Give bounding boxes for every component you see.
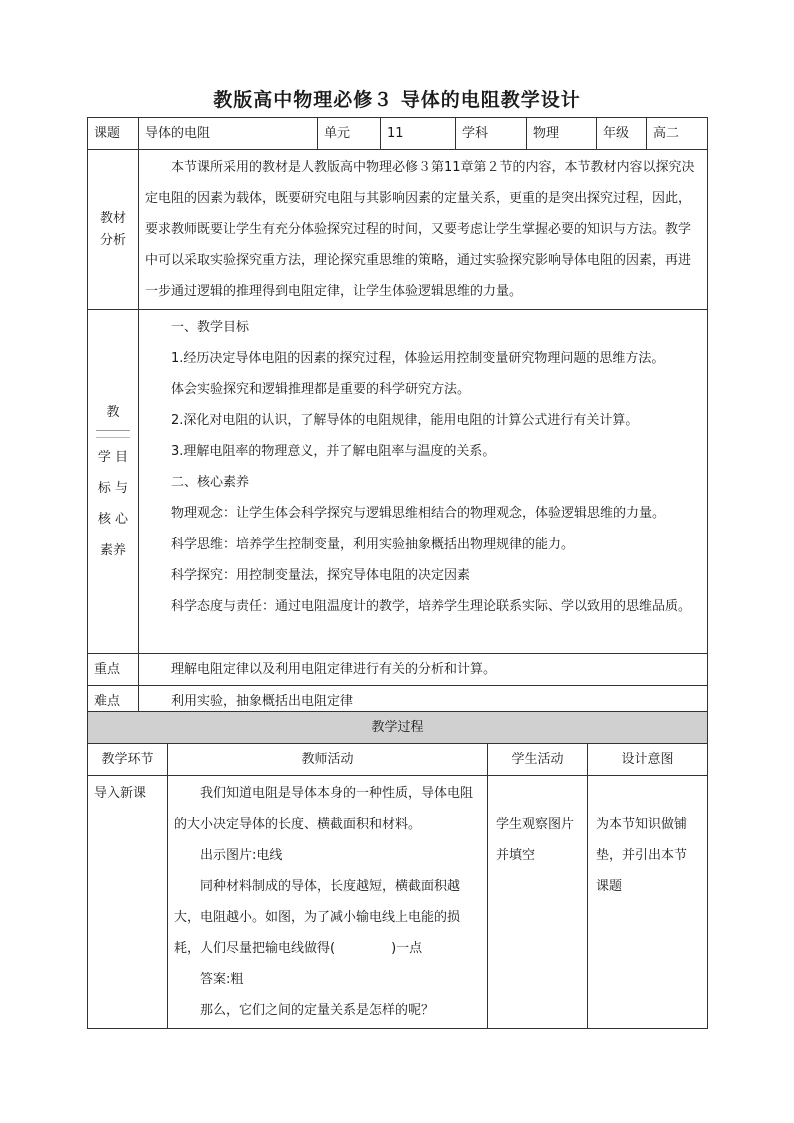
goals-label-char1: 教	[106, 405, 120, 420]
grade-label: 年级	[597, 118, 647, 150]
process-section-title: 教学过程	[88, 712, 708, 744]
teacher-text-2: 出示图片:电线	[200, 848, 283, 863]
goals-heading-1: 一、教学目标	[171, 320, 250, 335]
goals-label-line4: 核 心	[97, 512, 129, 527]
student-activity-cell: 学生观察图片并填空	[488, 776, 588, 1029]
col-teacher-header: 教师活动	[168, 744, 488, 776]
teacher-text-3-end: )一点	[391, 941, 423, 956]
goals-row	[88, 310, 708, 654]
lesson-info-table	[87, 117, 708, 718]
goals-label-line5: 素养	[99, 543, 126, 558]
process-title-row	[88, 712, 708, 744]
difficulty-label: 难点	[88, 686, 139, 718]
course-value: 导体的电阻	[139, 118, 318, 150]
info-row	[88, 118, 708, 150]
grade-value: 高二	[647, 118, 708, 150]
analysis-label-line2: 分析	[99, 232, 126, 248]
goals-content	[139, 310, 708, 654]
subject-label: 学科	[456, 118, 527, 150]
document-title: 教版高中物理必修３ 导体的电阻教学设计	[213, 89, 581, 111]
unit-value: 11	[381, 118, 456, 150]
stage-cell: 导入新课	[88, 776, 168, 1029]
col-intent-header: 设计意图	[588, 744, 708, 776]
competency-2: 科学思维：培养学生控制变量，利用实验抽象概括出物理规律的能力。	[171, 537, 575, 552]
difficulty-text: 利用实验，抽象概括出电阻定律	[139, 686, 708, 718]
key-point-text: 理解电阻定律以及利用电阻定律进行有关的分析和计算。	[139, 654, 708, 686]
subject-value: 物理	[527, 118, 597, 150]
competency-4: 科学态度与责任：通过电阻温度计的教学，培养学生理论联系实际、学以致用的思维品质。	[171, 599, 692, 614]
competency-1: 物理观念：让学生体会科学探究与逻辑思维相结合的物理观念，体验逻辑思维的力量。	[171, 506, 666, 521]
col-stage-header: 教学环节	[88, 744, 168, 776]
competency-3: 科学探究：用控制变量法，探究导体电阻的决定因素	[171, 568, 471, 583]
unit-label: 单元	[318, 118, 381, 150]
key-point-label: 重点	[88, 654, 139, 686]
teacher-text-1: 我们知道电阻是导体本身的一种性质，导体电阻的大小决定导体的长度、横截面积和材料。	[174, 786, 474, 832]
analysis-label	[88, 150, 139, 310]
goals-label-line3: 标 与	[97, 481, 129, 496]
analysis-text: 本节课所采用的教材是人教版高中物理必修３第11章第２节的内容，本节教材内容以探究决定电阻的因素为载体，既要研究电阻与其影响因素的定量关系，更重的是突出探究过程，因此，要求教师既要让学生有充分体验探究过程的时间，又要考虑让学生掌握必要的知识与方法。教学中可以采取实验探究重方法，理论探究重思维的策略，通过实验探究影响导体电阻的因素，再进一步通过逻辑的推理得到电阻定律，让学生体验逻辑思维的力量。	[139, 150, 708, 310]
teacher-text-3	[174, 871, 481, 964]
goal-2: 2.深化对电阻的认识，了解导体的电阻规律，能用电阻的计算公式进行有关计算。	[171, 413, 639, 428]
key-point-row	[88, 654, 708, 686]
teacher-text-3-start: 同种材料制成的导体，长度越短，横截面积越大，电阻越小。如图，为了减小输电线上电能的损耗，人们尽量把输电线做得(	[174, 879, 461, 956]
goals-label-line2: 学 目	[97, 450, 129, 465]
decorative-divider	[96, 430, 130, 438]
course-label: 课题	[88, 118, 139, 150]
goals-label	[88, 310, 139, 654]
analysis-row	[88, 150, 708, 310]
teacher-activity-cell	[168, 776, 488, 1029]
process-header-row	[88, 744, 708, 776]
col-student-header: 学生活动	[488, 744, 588, 776]
table-row	[88, 776, 708, 1029]
teacher-text-4: 答案:粗	[200, 972, 244, 987]
design-intent-cell: 为本节知识做铺垫，并引出本节课题	[588, 776, 708, 1029]
goal-3: 3.理解电阻率的物理意义，并了解电阻率与温度的关系。	[171, 444, 496, 459]
teaching-process-table	[87, 711, 708, 1029]
goals-heading-2: 二、核心素养	[171, 475, 250, 490]
goal-1: 1.经历决定导体电阻的因素的探究过程，体验运用控制变量研究物理问题的思维方法。	[171, 351, 665, 366]
teacher-text-5: 那么，它们之间的定量关系是怎样的呢？	[200, 1003, 435, 1018]
goal-1b: 体会实验探究和逻辑推理都是重要的科学研究方法。	[171, 382, 471, 397]
analysis-label-line1: 教材	[99, 210, 126, 226]
